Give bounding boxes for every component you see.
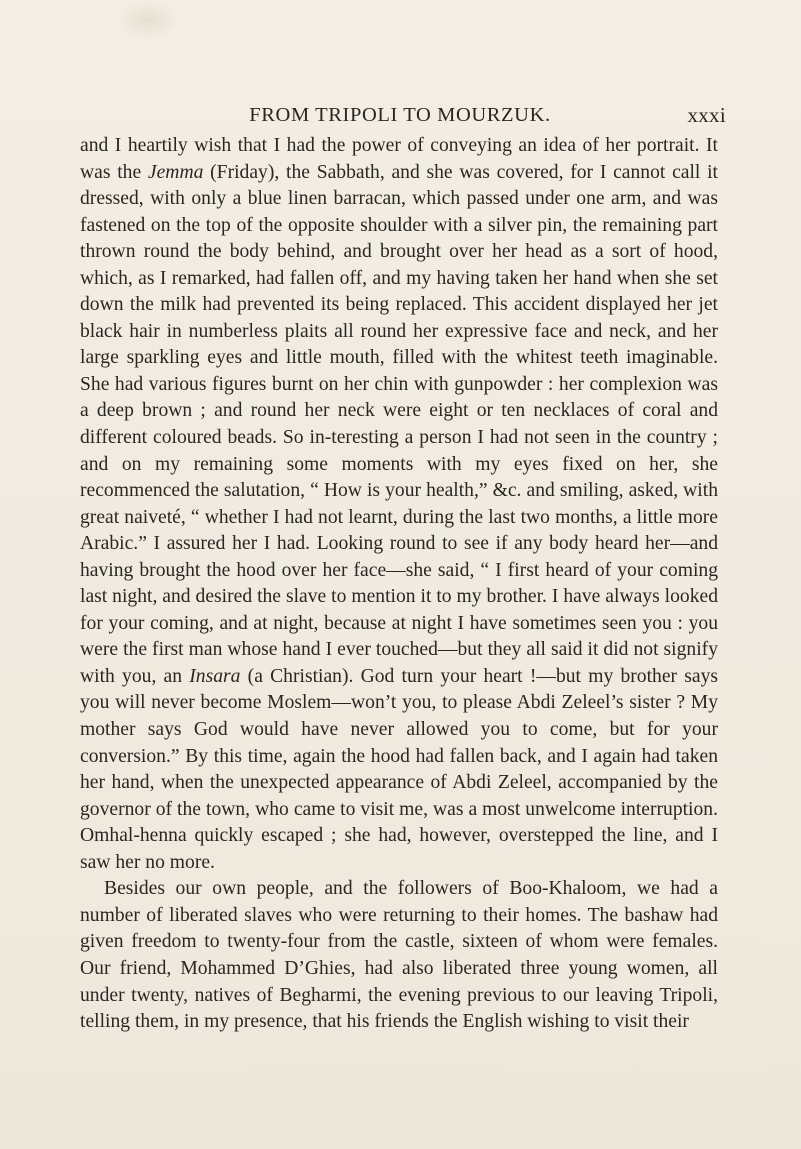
text-run: Besides our own people, and the followers of Boo-Khaloom, we had a number of liberated slaves who were returning to their homes. The bashaw had given freedom to twenty-four from the castle, sixteen of whom were females. Our friend, Mohammed D’Ghies, had also liberated three young women, all under twenty, natives of Begharmi, the evening previous to our leaving Tripoli, telling them, in my presence, that his friends the English wishing to visit their <box>80 878 718 1033</box>
running-head <box>80 100 726 130</box>
body-text <box>80 133 718 1036</box>
text-run: (Friday), the Sabbath, and she was covered, for I cannot call it dressed, with only a blue linen barracan, which passed under one arm, and was fastened on the top of the opposite shoulder with a silver pin, the remaining part thrown round the body behind, and brought over her head as a sort of hood, which, as I remarked, had fallen off, and my having taken her hand when she set down the milk had prevented its being replaced. This accident displayed her jet black hair in numberless plaits all round her expressive face and neck, and her large sparkling eyes and little mouth, filled with the whitest teeth imaginable. She had various figures burnt on her chin with gunpowder : her complexion was a deep brown ; and round her neck were eight or ten necklaces of coral and different coloured beads. So in-teresting a person I had not seen in the country ; and on my remaining some moments with my eyes fixed on her, she recommenced the salutation, “ How is your health,” &c. and smiling, asked, with great naiveté, “ whether I had not learnt, during the last two months, a little more Arabic.” I assured her I had. Looking round to see if any body heard her—and having brought the hood over her face—she said, “ I first heard of your coming last night, and desired the slave to mention it to my brother. I have always looked for your coming, and at night, because at night I have sometimes seen you : you were the first man whose hand I ever touched—but they all said it did not signify with you, an <box>80 161 718 687</box>
paragraph-2 <box>80 876 718 1035</box>
text-run: and I heartily wish that I had the power of conveying an idea of her portrait. It was the <box>80 135 718 183</box>
italic-term: Jemma <box>147 161 204 183</box>
running-title: FROM TRIPOLI TO MOURZUK. <box>249 104 551 126</box>
text-run: (a Christian). God turn your heart !—but my brother says you will never become Moslem—won’t you, to please Abdi Zeleel’s sister ? My mother says God would have never allowed you to come, but for your conversion.” By this time, again the hood had fallen back, and I again had taken her hand, when the unexpected appearance of Abdi Zeleel, accompanied by the governor of the town, who came to visit me, was a most unwelcome interruption. Omhal-henna quickly escaped ; she had, however, overstepped the line, and I saw her no more. <box>80 665 719 873</box>
page-number: xxxi <box>687 103 726 127</box>
italic-term: Insara <box>189 665 241 687</box>
paragraph-1 <box>80 133 718 876</box>
paper-stain <box>118 0 178 40</box>
